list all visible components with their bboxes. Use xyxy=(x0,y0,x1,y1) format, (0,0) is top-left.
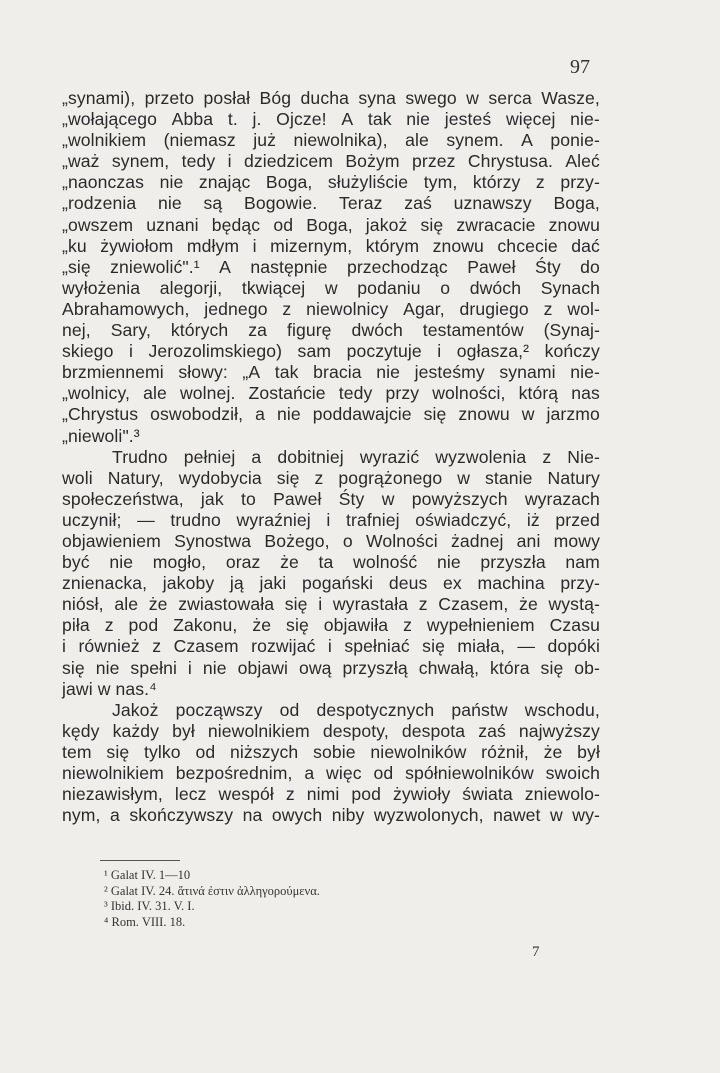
text-line: „wolnikiem (niemasz już niewolnika), ale synem. A ponie- xyxy=(62,130,600,151)
text-line: piła z pod Zakonu, że się objawiła z wypełnieniem Czasu xyxy=(62,615,600,636)
text-line: Abrahamowych, jednego z niewolnicy Agar, drugiego z wol- xyxy=(62,298,600,319)
text-line: „wolnicy, ale wolnej. Zostańcie tedy przy wolności, którą nas xyxy=(62,383,600,404)
text-line: brzmiennemi słowy: „A tak bracia nie jesteśmy synami nie- xyxy=(62,362,600,383)
text-line: woli Natury, wydobycia się z pogrążonego w stanie Natury xyxy=(62,467,600,488)
text-line: i również z Czasem rozwijać i spełniać się miała, — dopóki xyxy=(62,636,600,657)
text-line: uczynił; — trudno wyraźniej i trafniej oświadczyć, iż przed xyxy=(62,509,600,530)
footnote: ¹ Galat IV. 1—10 xyxy=(104,868,191,882)
text-line: „waż synem, tedy i dziedzicem Bożym przez Chrystusa. Aleć xyxy=(62,151,600,172)
text-line: nym, a skończywszy na owych niby wyzwolonych, nawet w wy- xyxy=(62,805,600,826)
text-line: „niewoli".³ xyxy=(62,425,140,446)
text-line: Jakoż począwszy od despotycznych państw wschodu, xyxy=(112,699,600,720)
text-line: objawieniem Synostwa Bożego, o Wolności żadnej ani mowy xyxy=(62,530,600,551)
text-line: „wołającego Abba t. j. Ojcze! A tak nie jesteś więcej nie- xyxy=(62,109,600,130)
page-number: 97 xyxy=(570,56,590,78)
signature-mark: 7 xyxy=(532,944,540,960)
text-line: niewolnikiem bezpośrednim, a więc od spółniewolników swoich xyxy=(62,763,600,783)
text-line: „się zniewolić".¹ A następnie przechodząc Paweł Śty do xyxy=(62,256,600,277)
text-line: niósł, ale że zwiastowała się i wyrastała z Czasem, że wystą- xyxy=(62,594,600,615)
text-line: być nie mogło, oraz że ta wolność nie przyszła nam xyxy=(62,552,600,573)
text-line: niezawisłym, lecz wespół z nimi pod żywioły świata zniewolo- xyxy=(62,784,600,805)
text-line: skiego i Jerozolimskiego) sam poczytuje i ogłasza,² kończy xyxy=(62,341,600,362)
footnote: ² Galat IV. 24. ἅτινά ἐστιν ἀλληγορούμενα. xyxy=(104,883,320,898)
footnote-rule xyxy=(100,860,180,861)
body-text xyxy=(62,88,600,826)
footnote: ⁴ Rom. VIII. 18. xyxy=(104,914,186,929)
text-line: tem się tylko od niższych sobie niewolników różnił, że był xyxy=(62,741,600,762)
text-line: „owszem uznani będąc od Boga, jakoż się zwracacie znowu xyxy=(62,214,600,235)
text-line: „Chrystus oswobodził, a nie poddawajcie się znowu w jarzmo xyxy=(62,404,600,425)
text-line: „naonczas nie znając Boga, służyliście tym, którzy z przy- xyxy=(62,172,600,193)
text-line: jawi w nas.⁴ xyxy=(62,678,157,699)
text-line: znienacka, jakoby ją jaki pogański deus ex machina przy- xyxy=(62,573,600,594)
text-line: nej, Sary, których za figurę dwóch testamentów (Synaj- xyxy=(62,320,600,341)
text-line: „ku żywiołom mdłym i mizernym, którym znowu chcecie dać xyxy=(62,235,600,256)
text-line: się nie spełni i nie objawi ową przyszłą chwałą, która się ob- xyxy=(62,657,600,678)
text-line: wyłożenia alegorji, tkwiącej w podaniu o dwóch Synach xyxy=(62,277,600,298)
text-line: „synami), przeto posłał Bóg ducha syna swego w serca Wasze, xyxy=(62,88,600,108)
footnotes xyxy=(104,868,320,930)
text-line: „rodzenia nie są Bogowie. Teraz zaś uznawszy Boga, xyxy=(62,193,600,214)
footnote: ³ Ibid. IV. 31. V. I. xyxy=(104,899,195,913)
text-line: społeczeństwa, jak to Paweł Śty w powyższych wyrazach xyxy=(62,488,600,509)
text-line: kędy każdy był niewolnikiem despoty, despota zaś najwyższy xyxy=(62,720,600,741)
text-line: Trudno pełniej a dobitniej wyrazić wyzwolenia z Nie- xyxy=(112,446,600,467)
